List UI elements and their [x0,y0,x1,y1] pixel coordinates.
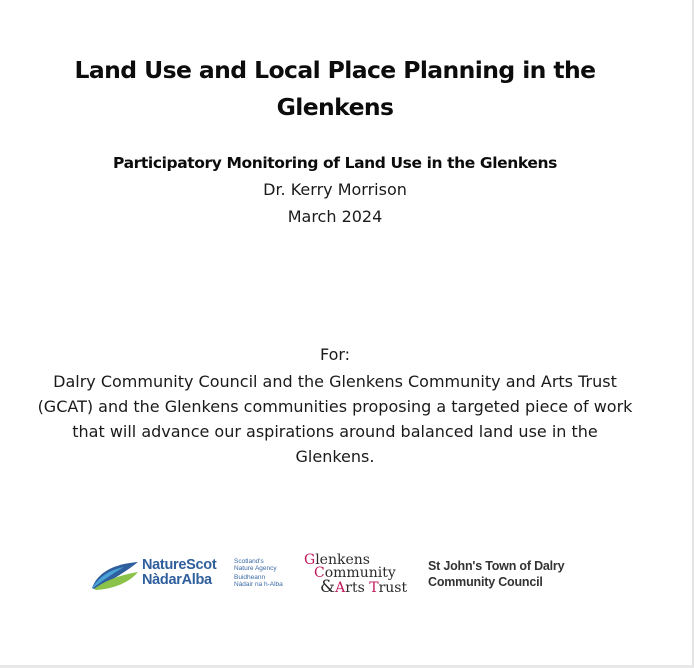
document-subtitle: Participatory Monitoring of Land Use in the Glenkens [113,154,557,172]
document-title [0,52,670,126]
naturescot-tagline-1: Scotland's [234,558,264,565]
publication-date: March 2024 [287,207,383,226]
naturescot-leaf-icon [90,558,140,592]
for-label: For: [319,345,351,364]
naturescot-tagline-2: Nature Agency [234,565,277,572]
for-paragraph [0,369,670,469]
dalry-community-council-logo [428,558,564,590]
glenkens-logo-line-1: Glenkens [304,552,370,568]
author-name: Dr. Kerry Morrison [263,180,407,199]
glenkens-logo-line-2: Community [314,565,396,581]
naturescot-logo [90,556,290,590]
dalry-logo-line-1: St John's Town of Dalry [428,559,565,573]
title-line-1: Land Use and Local Place Planning in the [74,56,596,84]
for-line-2: (GCAT) and the Glenkens communities proposing a targeted piece of work [37,397,633,416]
for-line-1: Dalry Community Council and the Glenkens Community and Arts Trust [53,372,617,391]
logo-strip [0,550,694,602]
nadaralba-tagline-2: Nàdair na h-Alba [234,581,283,588]
title-line-2: Glenkens [276,93,394,121]
naturescot-name: NatureScot [142,557,217,573]
glenkens-community-arts-trust-logo [304,554,416,598]
glenkens-logo-line-3: &Arts Trust [320,577,408,597]
for-line-4: Glenkens. [295,447,375,466]
for-line-3: that will advance our aspirations around balanced land use in the [72,422,598,441]
nadaralba-name: NàdarAlba [142,572,212,588]
dalry-logo-line-2: Community Council [428,575,543,589]
nadaralba-tagline-1: Buidheann [234,574,266,581]
